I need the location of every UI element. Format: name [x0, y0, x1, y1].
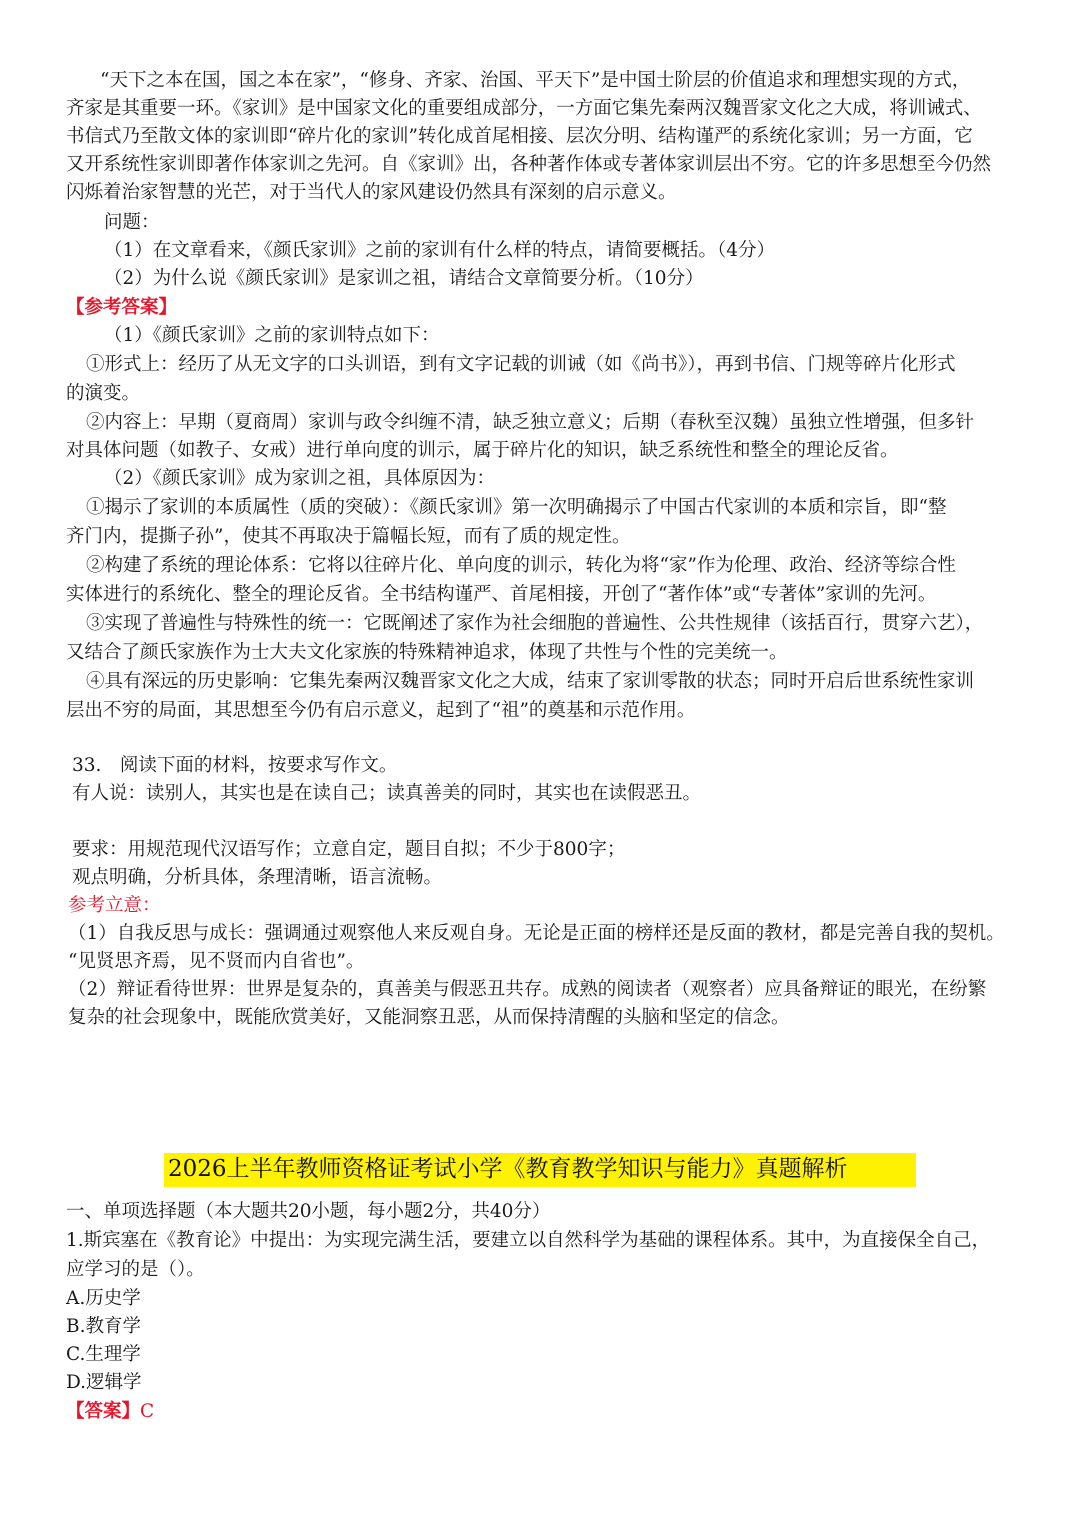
section-heading: 一、单项选择题（本大题共20小题，每小题2分，共40分）	[66, 1201, 551, 1222]
answer-line: ④具有深远的历史影响：它集先秦两汉魏晋家文化之大成，结束了家训零散的状态；同时开启后世系统性家训	[86, 671, 975, 692]
answer-line: 层出不穷的局面，其思想至今仍有启示意义，起到了“祖”的奠基和示范作用。	[66, 700, 696, 721]
exam-question-line: 1.斯宾塞在《教育论》中提出：为实现完满生活，要建立以自然科学为基础的课程体系。其中，为直接保全自己，	[66, 1230, 991, 1251]
answer-line: 齐门内，提撕子孙”，使其不再取决于篇幅长短，而有了质的规定性。	[66, 526, 631, 547]
exam-question-line: 应学习的是（）。	[66, 1259, 205, 1280]
reference-idea-line: （1）自我反思与成长：强调通过观察他人来反观自身。无论是正面的榜样还是反面的教材，都是完善自我的契机。	[68, 923, 1005, 944]
passage-line: “天下之本在国，国之本在家”，“修身、齐家、治国、平天下”是中国士阶层的价值追求和理想实现的方式，	[100, 70, 971, 91]
q33-material: 有人说：读别人，其实也是在读自己；读真善美的同时，其实也在读假恶丑。	[72, 783, 702, 804]
reference-idea-line: （2）辩证看待世界：世界是复杂的，真善美与假恶丑共存。成熟的阅读者（观察者）应具备辩证的眼光，在纷繁	[68, 979, 987, 1000]
passage-line: 闪烁着治家智慧的光芒，对于当代人的家风建设仍然具有深刻的启示意义。	[66, 182, 677, 203]
answer-line: ①揭示了家训的本质属性（质的突破）：《颜氏家训》第一次明确揭示了中国古代家训的本质和宗旨，即“整	[86, 497, 947, 518]
question-2: （2）为什么说《颜氏家训》是家训之祖，请结合文章简要分析。（10分）	[104, 268, 704, 289]
option-d: D.逻辑学	[66, 1372, 142, 1393]
passage-line: 书信式乃至散文体的家训即“碎片化的家训”转化成首尾相接、层次分明、结构谨严的系统化家训；另一方面，它	[66, 126, 973, 147]
answer-line: ①形式上：经历了从无文字的口头训语，到有文字记载的训诫（如《尚书》），再到书信、门规等碎片化形式	[86, 354, 956, 375]
answer-line: （1）《颜氏家训》之前的家训特点如下：	[104, 325, 440, 346]
answer-line: （2）《颜氏家训》成为家训之祖，具体原因为：	[104, 468, 496, 489]
answer-line: 对具体问题（如教子、女戒）进行单向度的训示，属于碎片化的知识，缺乏系统性和整全的理论反省。	[66, 440, 899, 461]
exam-title: 2026上半年教师资格证考试小学《教育教学知识与能力》真题解析	[168, 1156, 848, 1182]
q33-requirement: 要求：用规范现代汉语写作；立意自定，题目自拟；不少于800字；	[72, 839, 626, 860]
reference-idea-label: 参考立意：	[68, 895, 161, 916]
option-b: B.教育学	[66, 1316, 141, 1337]
answer-line: ③实现了普遍性与特殊性的统一：它既阐述了家作为社会细胞的普遍性、公共性规律（该括百行，贯穿六艺），	[86, 613, 984, 634]
passage-line: 又开系统性家训即著作体家训之先河。自《家训》出，各种著作体或专著体家训层出不穷。它的许多思想至今仍然	[66, 154, 992, 175]
answer-line: ②内容上：早期（夏商周）家训与政令纠缠不清，缺乏独立意义；后期（春秋至汉魏）虽独立性增强，但多针	[86, 412, 975, 433]
answer-row	[66, 1403, 154, 1422]
reference-idea-line: “见贤思齐焉，见不贤而内自省也”。	[68, 951, 365, 972]
questions-heading: 问题：	[104, 212, 160, 233]
reference-idea-line: 复杂的社会现象中，既能欣赏美好，又能洞察丑恶，从而保持清醒的头脑和坚定的信念。	[68, 1007, 790, 1028]
question-1: （1）在文章看来，《颜氏家训》之前的家训有什么样的特点，请简要概括。（4分）	[104, 240, 776, 261]
answer-label: 【参考答案】	[66, 297, 178, 318]
answer-tag: 【答案】	[66, 1401, 141, 1422]
answer-value: C	[140, 1401, 155, 1422]
option-c: C.生理学	[66, 1344, 141, 1365]
q33-heading: 33. 阅读下面的材料，按要求写作文。	[72, 755, 398, 776]
answer-line: 的演变。	[66, 383, 141, 404]
q33-requirement: 观点明确，分析具体，条理清晰，语言流畅。	[72, 867, 443, 888]
option-a: A.历史学	[66, 1288, 141, 1309]
answer-line: 又结合了颜氏家族作为士大夫文化家族的特殊精神追求，体现了共性与个性的完美统一。	[66, 642, 788, 663]
answer-line: ②构建了系统的理论体系：它将以往碎片化、单向度的训示，转化为将“家”作为伦理、政治、经济等综合性	[86, 555, 956, 576]
passage-line: 齐家是其重要一环。《家训》是中国家文化的重要组成部分，一方面它集先秦两汉魏晋家文化之大成，将训诫式、	[66, 98, 982, 119]
answer-line: 实体进行的系统化、整全的理论反省。全书结构谨严、首尾相接，开创了“著作体”或“专著体”家训的先河。	[66, 584, 937, 605]
exam-title-highlight	[164, 1153, 916, 1187]
